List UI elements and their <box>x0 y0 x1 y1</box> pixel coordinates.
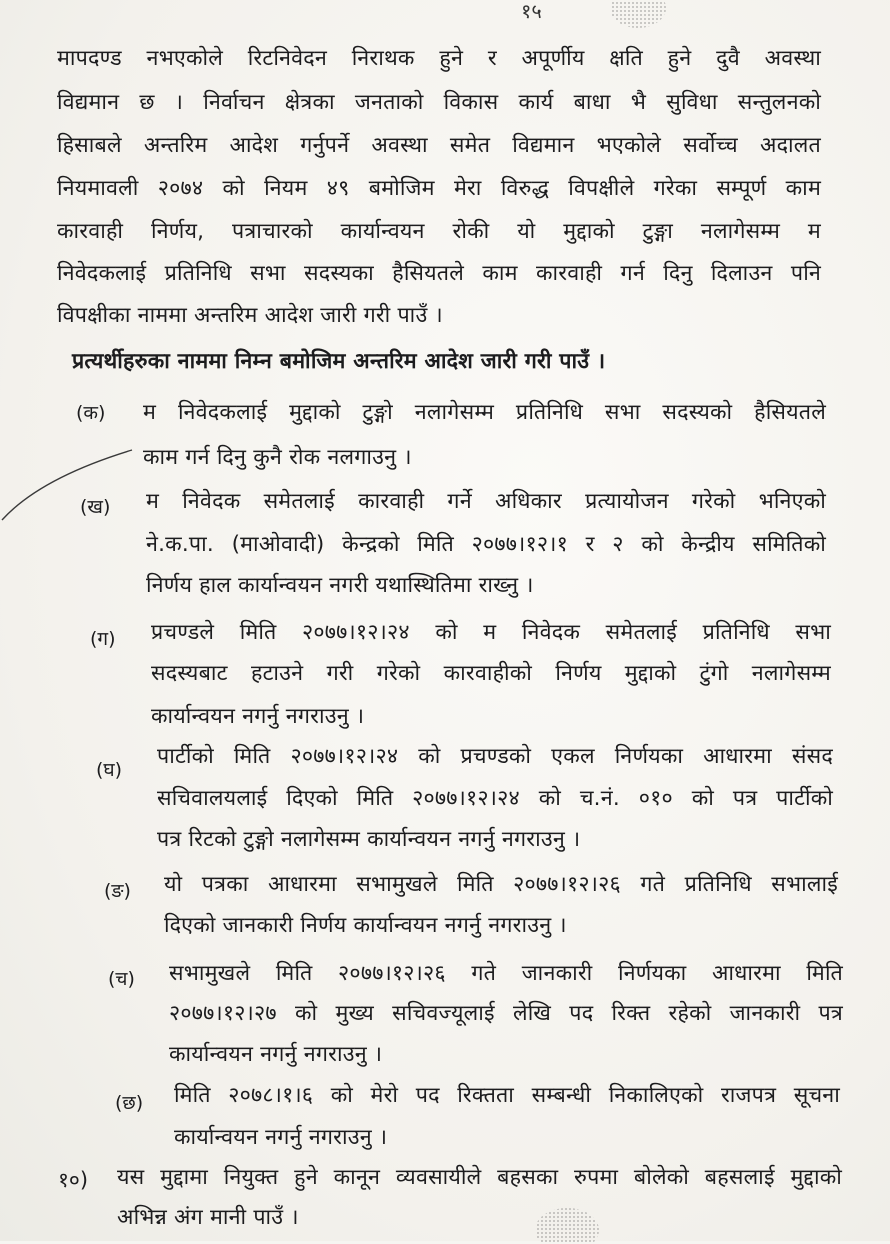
page-number: १५ <box>521 0 542 23</box>
item-ga-line-3: कार्यान्वयन नगर्नु नगराउनु । <box>151 704 365 729</box>
fingerprint-stamp-bottom <box>525 1196 645 1244</box>
item-ga-line-2: सदस्यबाट हटाउने गरी गरेको कारवाहीको निर्णय मुद्दाको टुंगो नलागेसम्म <box>151 661 831 686</box>
intro-line-3: हिसाबले अन्तरिम आदेश गर्नुपर्ने अवस्था समेत विद्यमान भएकोले सर्वोच्च अदालत <box>57 133 821 158</box>
item-marker-cha: (च) <box>108 968 135 990</box>
item-nga-line-1: यो पत्रका आधारमा सभामुखले मिति २०७७।१२।२६ गते प्रतिनिधि सभालाई <box>164 872 838 897</box>
para-10-line-1: यस मुद्दामा नियुक्त हुने कानून व्यवसायीले बहसका रुपमा बोलेको बहसलाई मुद्दाको <box>117 1165 842 1190</box>
item-marker-ka: (क) <box>76 402 106 424</box>
item-chha-line-2: कार्यान्वयन नगर्नु नगराउनु । <box>174 1125 388 1150</box>
item-gha-line-3: पत्र रिटको टुङ्गो नलागेसम्म कार्यान्वयन नगर्नु नगराउनु । <box>157 827 581 852</box>
item-marker-ga: (ग) <box>90 628 116 650</box>
item-marker-nga: (ङ) <box>104 880 131 902</box>
para-10-line-2: अभिन्न अंग मानी पाउँ । <box>117 1205 299 1230</box>
item-cha-line-1: सभामुखले मिति २०७७।१२।२६ गते जानकारी निर्णयका आधारमा मिति <box>169 961 843 986</box>
item-kha-line-3: निर्णय हाल कार्यान्वयन नगरी यथास्थितिमा राख्नु । <box>146 573 534 598</box>
item-ka-line-2: काम गर्न दिनु कुनै रोक नलगाउनु । <box>143 445 412 470</box>
margin-pencil-mark <box>0 440 140 530</box>
intro-line-7: विपक्षीका नाममा अन्तरिम आदेश जारी गरी पाउँ । <box>57 303 443 328</box>
interim-order-heading: प्रत्यर्थीहरुका नाममा निम्न बमोजिम अन्तरिम आदेश जारी गरी पाउँ । <box>72 349 606 374</box>
item-cha-line-3: कार्यान्वयन नगर्नु नगराउनु । <box>169 1042 383 1067</box>
item-nga-line-2: दिएको जानकारी निर्णय कार्यान्वयन नगर्नु नगराउनु । <box>164 913 567 938</box>
item-marker-chha: (छ) <box>115 1092 144 1114</box>
intro-line-6: निवेदकलाई प्रतिनिधि सभा सदस्यका हैसियतले काम कारवाही गर्न दिनु दिलाउन पनि <box>57 261 821 286</box>
item-marker-kha: (ख) <box>80 496 111 518</box>
item-ga-line-1: प्रचण्डले मिति २०७७।१२।२४ को म निवेदक समेतलाई प्रतिनिधि सभा <box>151 620 831 645</box>
item-kha-line-1: म निवेदक समेतलाई कारवाही गर्ने अधिकार प्रत्यायोजन गरेको भनिएको <box>146 489 826 514</box>
item-gha-line-2: सचिवालयलाई दिएको मिति २०७७।१२।२४ को च.नं. ०१० को पत्र पार्टीको <box>157 786 833 811</box>
item-kha-line-2: ने.क.पा. (माओवादी) केन्द्रको मिति २०७७।१२।१ र २ को केन्द्रीय समितिको <box>146 532 826 557</box>
fingerprint-stamp-top <box>520 0 670 34</box>
intro-line-1: मापदण्ड नभएकोले रिटनिवेदन निराथक हुने र अपूर्णीय क्षति हुने दुवै अवस्था <box>57 46 821 71</box>
intro-line-5: कारवाही निर्णय, पत्राचारको कार्यान्वयन रोकी यो मुद्दाको टुङ्गा नलागेसम्म म <box>57 219 821 244</box>
intro-line-2: विद्यमान छ । निर्वाचन क्षेत्रका जनताको विकास कार्य बाधा भै सुविधा सन्तुलनको <box>57 90 821 115</box>
intro-line-4: नियमावली २०७४ को नियम ४९ बमोजिम मेरा विरुद्ध विपक्षीले गरेका सम्पूर्ण काम <box>57 176 821 201</box>
item-gha-line-1: पार्टीको मिति २०७७।१२।२४ को प्रचण्डको एकल निर्णयका आधारमा संसद <box>157 744 833 769</box>
para-10-number: १०) <box>58 1168 89 1192</box>
item-ka-line-1: म निवेदकलाई मुद्दाको टुङ्गो नलागेसम्म प्रतिनिधि सभा सदस्यको हैसियतले <box>143 400 826 425</box>
item-cha-line-2: २०७७।१२।२७ को मुख्य सचिवज्यूलाई लेखि पद रिक्त रहेको जानकारी पत्र <box>169 1001 843 1026</box>
item-chha-line-1: मिति २०७८।१।६ को मेरो पद रिक्तता सम्बन्धी निकालिएको राजपत्र सूचना <box>174 1083 840 1108</box>
item-marker-gha: (घ) <box>96 759 123 781</box>
